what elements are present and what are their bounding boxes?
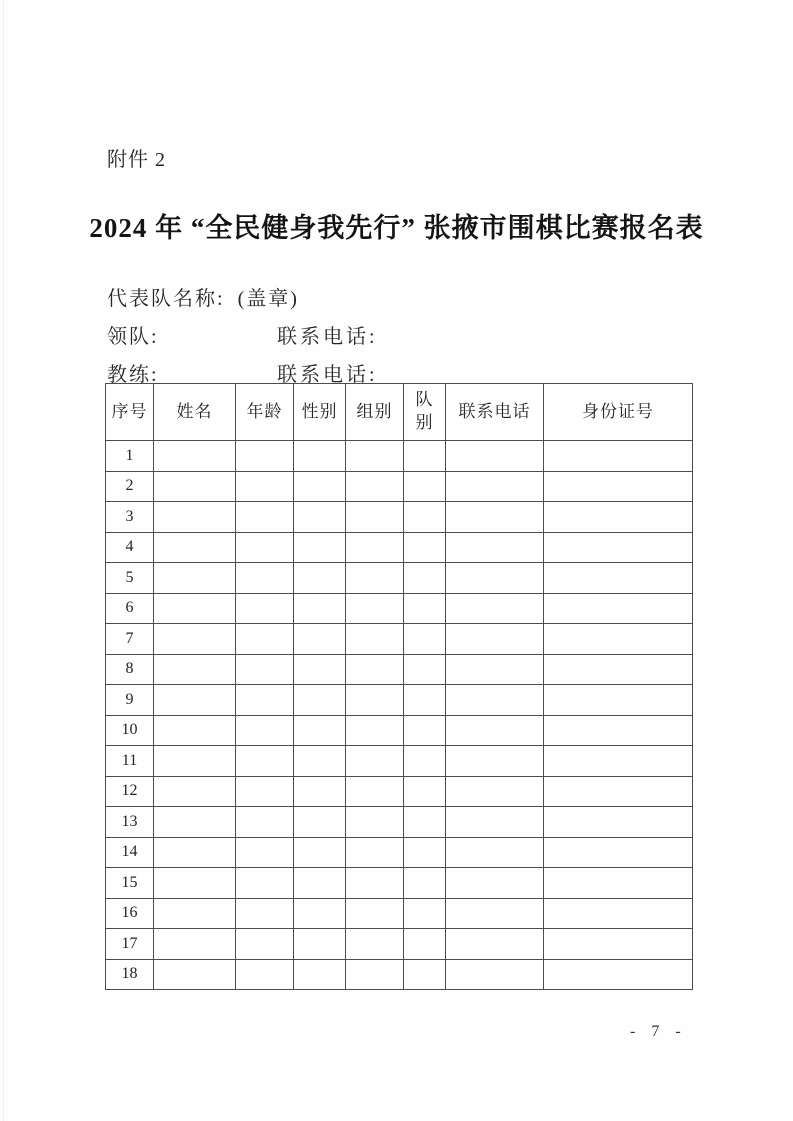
empty-data-cell bbox=[154, 715, 236, 746]
table-column-header-4: 性别 bbox=[294, 384, 346, 441]
empty-data-cell bbox=[154, 654, 236, 685]
row-number-cell: 15 bbox=[106, 868, 154, 899]
leader-phone-label: 联系电话: bbox=[277, 326, 378, 348]
empty-data-cell bbox=[404, 868, 446, 899]
empty-data-cell bbox=[294, 685, 346, 716]
empty-data-cell bbox=[154, 868, 236, 899]
empty-data-cell bbox=[544, 898, 693, 929]
empty-data-cell bbox=[346, 593, 404, 624]
empty-data-cell bbox=[544, 776, 693, 807]
table-row bbox=[106, 593, 693, 624]
empty-data-cell bbox=[294, 776, 346, 807]
table-row bbox=[106, 715, 693, 746]
empty-data-cell bbox=[404, 563, 446, 594]
table-row bbox=[106, 441, 693, 472]
row-number-cell: 6 bbox=[106, 593, 154, 624]
row-number-cell: 11 bbox=[106, 746, 154, 777]
table-row bbox=[106, 502, 693, 533]
leader-label: 领队: bbox=[107, 326, 159, 348]
row-number-cell: 5 bbox=[106, 563, 154, 594]
empty-data-cell bbox=[154, 563, 236, 594]
empty-data-cell bbox=[404, 471, 446, 502]
row-number-cell: 8 bbox=[106, 654, 154, 685]
empty-data-cell bbox=[294, 502, 346, 533]
empty-data-cell bbox=[446, 502, 544, 533]
empty-data-cell bbox=[236, 593, 294, 624]
empty-data-cell bbox=[346, 837, 404, 868]
empty-data-cell bbox=[346, 898, 404, 929]
row-number-cell: 12 bbox=[106, 776, 154, 807]
empty-data-cell bbox=[294, 471, 346, 502]
empty-data-cell bbox=[236, 441, 294, 472]
empty-data-cell bbox=[404, 929, 446, 960]
empty-data-cell bbox=[404, 807, 446, 838]
table-row bbox=[106, 654, 693, 685]
empty-data-cell bbox=[446, 837, 544, 868]
empty-data-cell bbox=[346, 624, 404, 655]
attachment-label: 附件 2 bbox=[107, 149, 166, 171]
empty-data-cell bbox=[446, 776, 544, 807]
empty-data-cell bbox=[346, 807, 404, 838]
empty-data-cell bbox=[346, 959, 404, 990]
empty-data-cell bbox=[544, 441, 693, 472]
empty-data-cell bbox=[446, 715, 544, 746]
row-number-cell: 3 bbox=[106, 502, 154, 533]
empty-data-cell bbox=[404, 746, 446, 777]
empty-data-cell bbox=[154, 471, 236, 502]
empty-data-cell bbox=[544, 532, 693, 563]
empty-data-cell bbox=[544, 715, 693, 746]
table-body bbox=[106, 441, 693, 990]
empty-data-cell bbox=[446, 441, 544, 472]
table-row bbox=[106, 776, 693, 807]
registration-table bbox=[105, 383, 693, 990]
table-column-header-7: 联系电话 bbox=[446, 384, 544, 441]
empty-data-cell bbox=[544, 807, 693, 838]
row-number-cell: 1 bbox=[106, 441, 154, 472]
empty-data-cell bbox=[404, 685, 446, 716]
row-number-cell: 9 bbox=[106, 685, 154, 716]
empty-data-cell bbox=[544, 868, 693, 899]
empty-data-cell bbox=[236, 898, 294, 929]
empty-data-cell bbox=[404, 593, 446, 624]
empty-data-cell bbox=[404, 715, 446, 746]
table-row bbox=[106, 898, 693, 929]
empty-data-cell bbox=[236, 715, 294, 746]
empty-data-cell bbox=[404, 959, 446, 990]
empty-data-cell bbox=[346, 654, 404, 685]
empty-data-cell bbox=[154, 624, 236, 655]
scan-edge-artifact bbox=[3, 0, 4, 1121]
empty-data-cell bbox=[236, 532, 294, 563]
empty-data-cell bbox=[236, 746, 294, 777]
empty-data-cell bbox=[446, 746, 544, 777]
empty-data-cell bbox=[154, 898, 236, 929]
empty-data-cell bbox=[236, 685, 294, 716]
empty-data-cell bbox=[294, 654, 346, 685]
empty-data-cell bbox=[446, 868, 544, 899]
empty-data-cell bbox=[346, 746, 404, 777]
empty-data-cell bbox=[446, 593, 544, 624]
table-row bbox=[106, 624, 693, 655]
empty-data-cell bbox=[154, 441, 236, 472]
empty-data-cell bbox=[154, 807, 236, 838]
empty-data-cell bbox=[294, 441, 346, 472]
empty-data-cell bbox=[446, 532, 544, 563]
empty-data-cell bbox=[544, 959, 693, 990]
leader-line bbox=[107, 320, 667, 349]
empty-data-cell bbox=[346, 532, 404, 563]
empty-data-cell bbox=[236, 837, 294, 868]
empty-data-cell bbox=[346, 685, 404, 716]
empty-data-cell bbox=[544, 929, 693, 960]
coach-phone-label: 联系电话: bbox=[277, 364, 378, 386]
empty-data-cell bbox=[544, 563, 693, 594]
empty-data-cell bbox=[404, 624, 446, 655]
table-row bbox=[106, 959, 693, 990]
empty-data-cell bbox=[446, 898, 544, 929]
empty-data-cell bbox=[294, 746, 346, 777]
empty-data-cell bbox=[346, 929, 404, 960]
empty-data-cell bbox=[346, 715, 404, 746]
page-number: - 7 - bbox=[630, 1023, 687, 1040]
empty-data-cell bbox=[544, 593, 693, 624]
row-number-cell: 4 bbox=[106, 532, 154, 563]
empty-data-cell bbox=[544, 685, 693, 716]
seal-hint-label: (盖章) bbox=[237, 288, 299, 310]
empty-data-cell bbox=[544, 471, 693, 502]
empty-data-cell bbox=[446, 807, 544, 838]
empty-data-cell bbox=[346, 471, 404, 502]
empty-data-cell bbox=[346, 441, 404, 472]
table-row bbox=[106, 685, 693, 716]
empty-data-cell bbox=[236, 563, 294, 594]
empty-data-cell bbox=[404, 898, 446, 929]
empty-data-cell bbox=[236, 502, 294, 533]
empty-data-cell bbox=[236, 807, 294, 838]
table-row bbox=[106, 837, 693, 868]
empty-data-cell bbox=[154, 776, 236, 807]
empty-data-cell bbox=[236, 776, 294, 807]
empty-data-cell bbox=[446, 685, 544, 716]
empty-data-cell bbox=[154, 837, 236, 868]
empty-data-cell bbox=[446, 929, 544, 960]
empty-data-cell bbox=[544, 746, 693, 777]
empty-data-cell bbox=[294, 898, 346, 929]
empty-data-cell bbox=[154, 959, 236, 990]
table-row bbox=[106, 471, 693, 502]
empty-data-cell bbox=[236, 959, 294, 990]
empty-data-cell bbox=[154, 502, 236, 533]
row-number-cell: 18 bbox=[106, 959, 154, 990]
empty-data-cell bbox=[294, 532, 346, 563]
table-row bbox=[106, 532, 693, 563]
page-title: 2024 年 “全民健身我先行” 张掖市围棋比赛报名表 bbox=[89, 213, 704, 243]
row-number-cell: 13 bbox=[106, 807, 154, 838]
empty-data-cell bbox=[294, 837, 346, 868]
empty-data-cell bbox=[404, 441, 446, 472]
empty-data-cell bbox=[346, 563, 404, 594]
table-column-header-6: 队别 bbox=[404, 384, 446, 441]
table-column-header-8: 身份证号 bbox=[544, 384, 693, 441]
table-column-header-1: 序号 bbox=[106, 384, 154, 441]
empty-data-cell bbox=[236, 471, 294, 502]
empty-data-cell bbox=[294, 959, 346, 990]
empty-data-cell bbox=[544, 654, 693, 685]
empty-data-cell bbox=[544, 502, 693, 533]
row-number-cell: 2 bbox=[106, 471, 154, 502]
empty-data-cell bbox=[154, 746, 236, 777]
table-header-row bbox=[106, 384, 693, 441]
empty-data-cell bbox=[294, 929, 346, 960]
row-number-cell: 14 bbox=[106, 837, 154, 868]
row-number-cell: 17 bbox=[106, 929, 154, 960]
empty-data-cell bbox=[294, 563, 346, 594]
team-name-label: 代表队名称: bbox=[107, 288, 225, 310]
table-column-header-2: 姓名 bbox=[154, 384, 236, 441]
empty-data-cell bbox=[446, 959, 544, 990]
table-column-header-5: 组别 bbox=[346, 384, 404, 441]
table-row bbox=[106, 807, 693, 838]
empty-data-cell bbox=[236, 868, 294, 899]
empty-data-cell bbox=[446, 624, 544, 655]
empty-data-cell bbox=[446, 654, 544, 685]
team-name-line bbox=[107, 282, 667, 311]
table-row bbox=[106, 746, 693, 777]
empty-data-cell bbox=[294, 624, 346, 655]
table-row bbox=[106, 868, 693, 899]
empty-data-cell bbox=[236, 654, 294, 685]
row-number-cell: 7 bbox=[106, 624, 154, 655]
empty-data-cell bbox=[236, 624, 294, 655]
empty-data-cell bbox=[404, 837, 446, 868]
table-column-header-3: 年龄 bbox=[236, 384, 294, 441]
empty-data-cell bbox=[404, 502, 446, 533]
empty-data-cell bbox=[404, 654, 446, 685]
empty-data-cell bbox=[154, 593, 236, 624]
table-row bbox=[106, 563, 693, 594]
coach-label: 教练: bbox=[107, 364, 159, 386]
empty-data-cell bbox=[294, 593, 346, 624]
empty-data-cell bbox=[154, 685, 236, 716]
empty-data-cell bbox=[294, 715, 346, 746]
empty-data-cell bbox=[346, 776, 404, 807]
empty-data-cell bbox=[346, 868, 404, 899]
empty-data-cell bbox=[404, 776, 446, 807]
empty-data-cell bbox=[544, 837, 693, 868]
row-number-cell: 10 bbox=[106, 715, 154, 746]
empty-data-cell bbox=[154, 532, 236, 563]
empty-data-cell bbox=[346, 502, 404, 533]
empty-data-cell bbox=[154, 929, 236, 960]
empty-data-cell bbox=[294, 807, 346, 838]
empty-data-cell bbox=[446, 563, 544, 594]
empty-data-cell bbox=[404, 532, 446, 563]
empty-data-cell bbox=[544, 624, 693, 655]
empty-data-cell bbox=[236, 929, 294, 960]
empty-data-cell bbox=[446, 471, 544, 502]
empty-data-cell bbox=[294, 868, 346, 899]
row-number-cell: 16 bbox=[106, 898, 154, 929]
table-row bbox=[106, 929, 693, 960]
